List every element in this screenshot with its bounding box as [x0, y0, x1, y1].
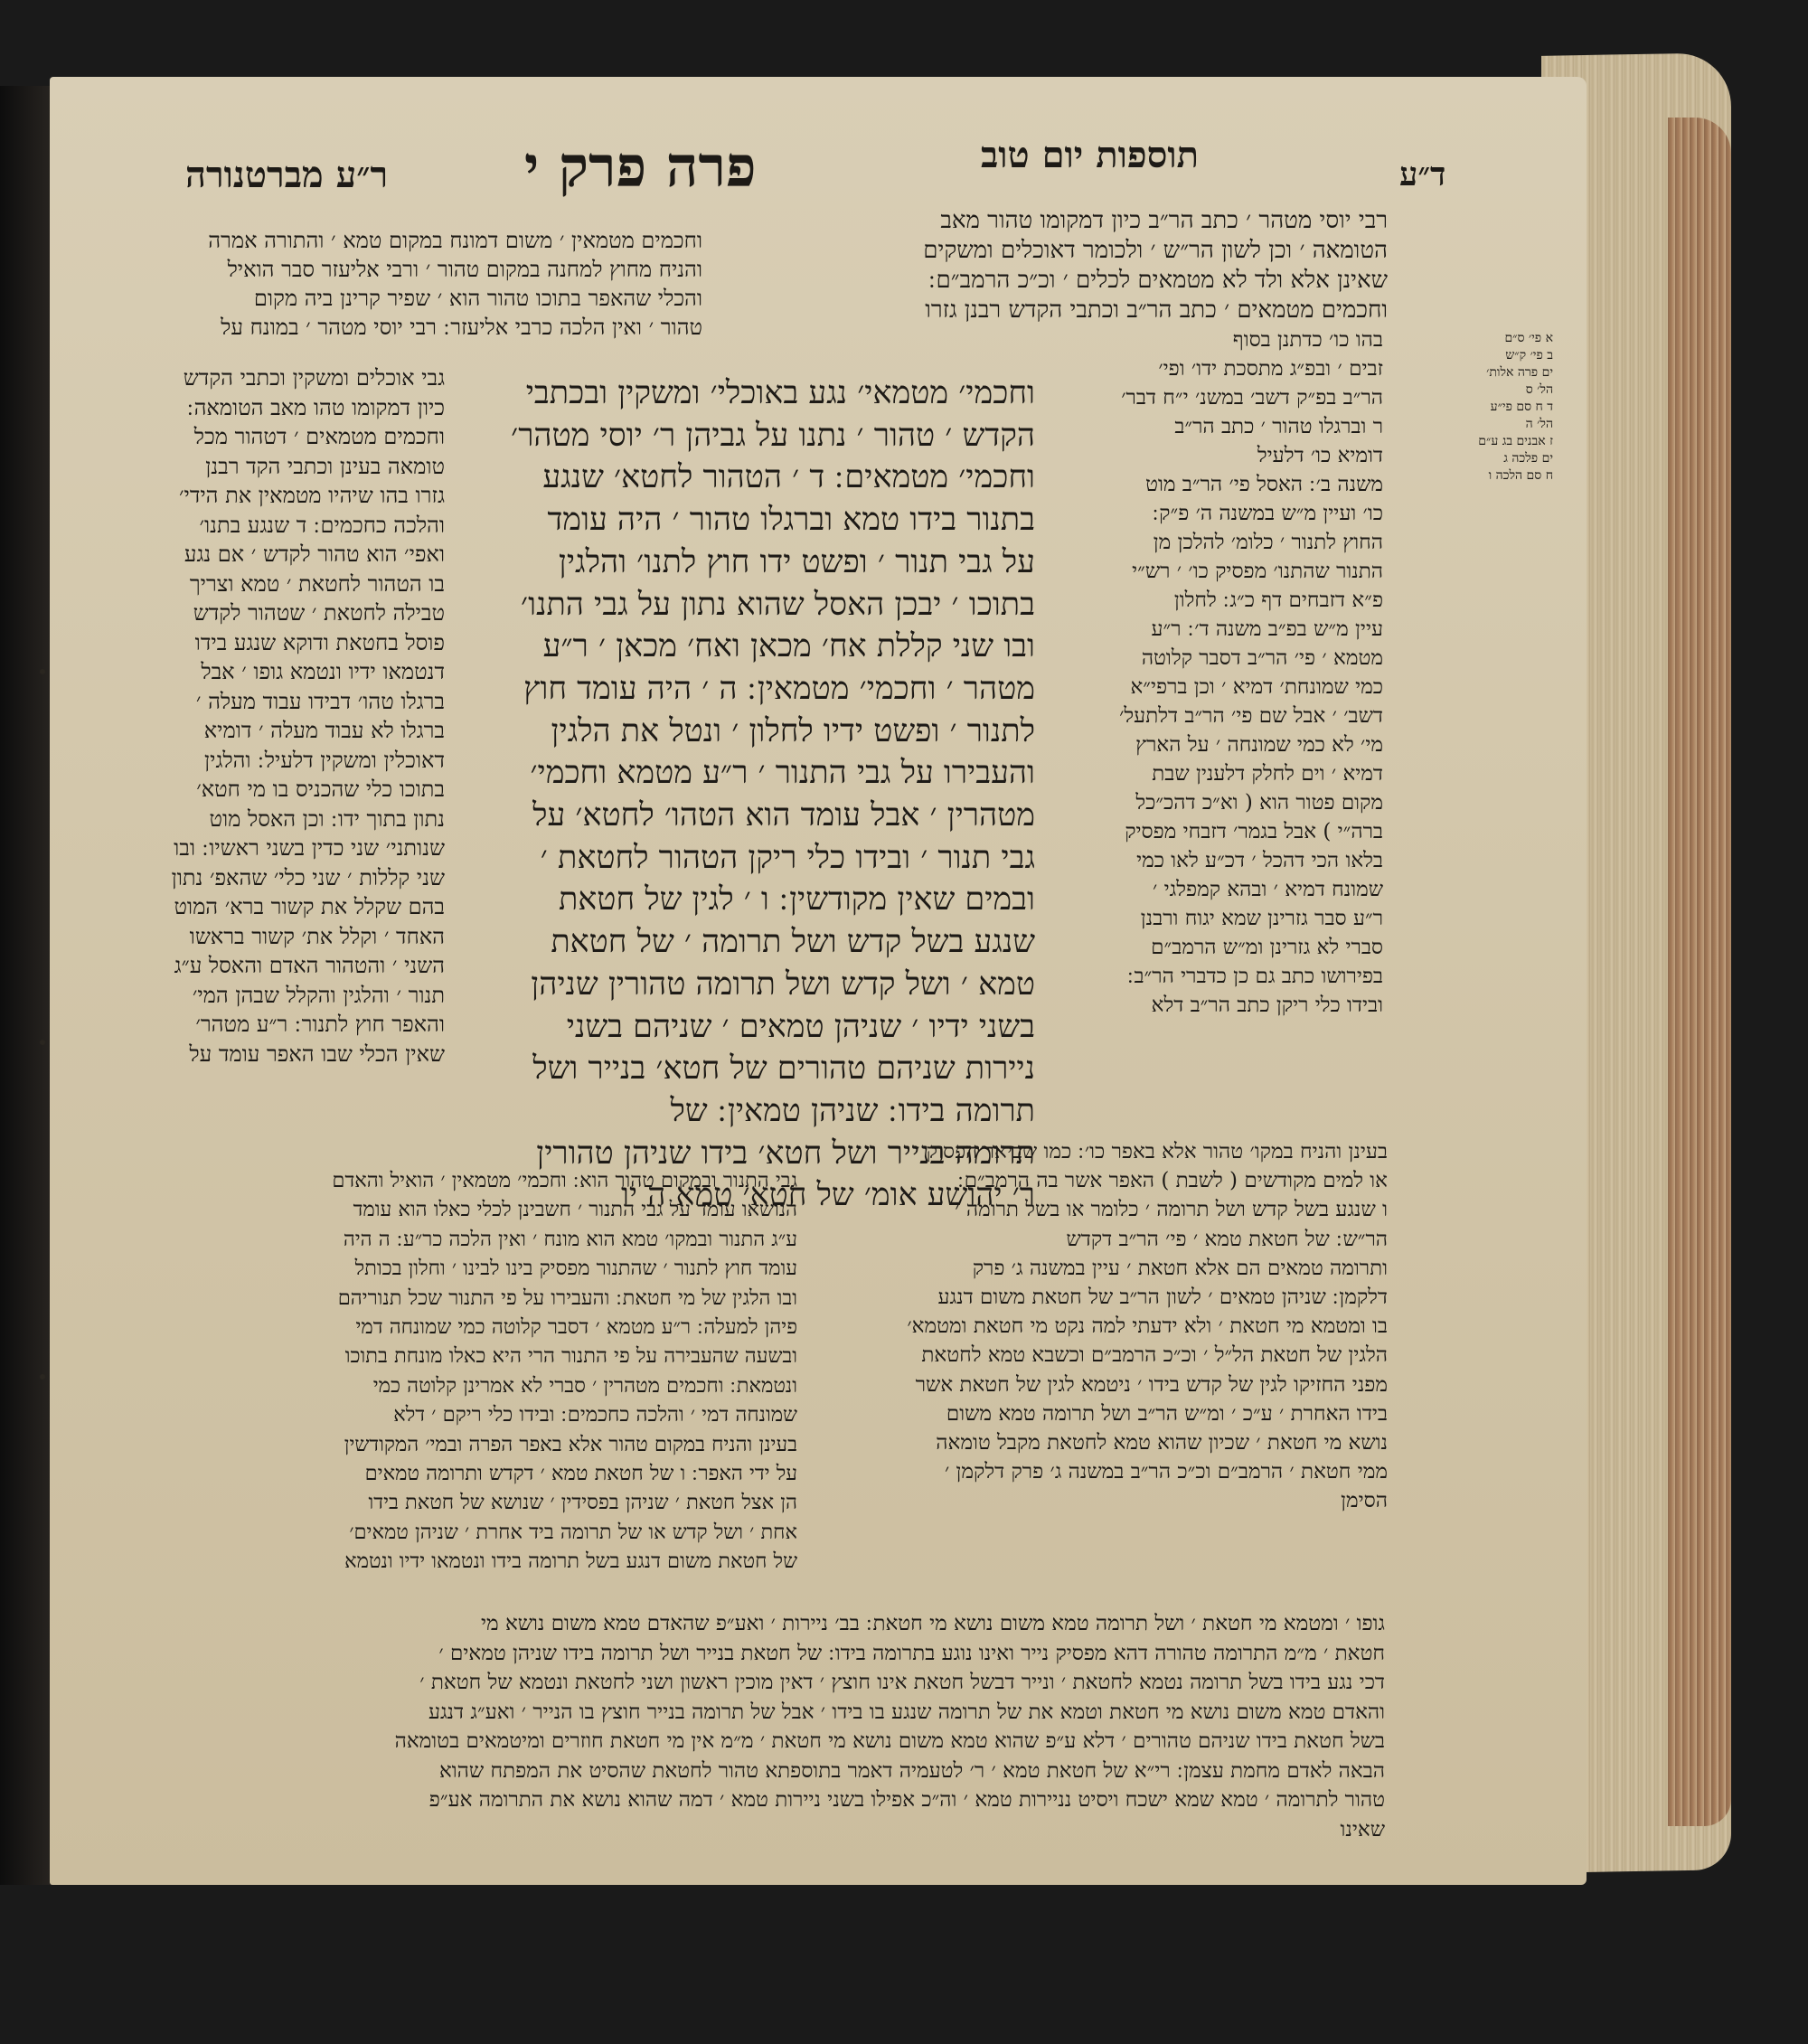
text-line: כיון דמקומו טהו מאב הטומאה ׃	[186, 394, 445, 420]
margin-note: ד ח סם פי״ע	[1490, 400, 1553, 414]
text-line: דכי נגע בידו בשל תרומה נטמא לחטאת ׳ ונייר דבשל חטאת אינו חוצץ ׳ דאין מוכין ראשון ושני לחטאת ונטמא של חטאת ׳	[419, 1671, 1385, 1694]
text-line: שני קללות ׳ שני כלי׳ שהאפ׳ נתון	[171, 864, 445, 890]
text-line: הסימן	[1341, 1489, 1388, 1513]
text-line: ובידו כלי ריקן כתב הר״ב דלא	[1151, 994, 1383, 1017]
text-line: התנור שהתנו׳ מפסיק כו׳ ׳ רש״י	[1132, 560, 1383, 583]
text-line: הבאה לאדם מחמת עצמן ׃ רי״א של חטאת טמא ׳ ר׳ לטעמיה דאמר בתוספתא טהור לחטאת שהסיט את המפתח שהוא	[438, 1758, 1385, 1783]
margin-note: ז אבנים בג ע״ם	[1478, 434, 1553, 448]
mishnah-line: מטהרין ׳ אבל עומד הוא הטהו׳ לחטא׳ על	[532, 797, 1035, 834]
bartenura-top-block	[83, 226, 702, 342]
text-line: בו ומטמא מי חטאת ׳ ולא ידעתי למה נקט מי חטאת ומטמא׳	[907, 1314, 1388, 1339]
mishnah-line: בשני ידיו ׳ שניהן טמאים ׳ שניהם בשני	[566, 1008, 1035, 1045]
text-line: ר וברגלו טהור ׳ כתב הר״ב	[1174, 415, 1383, 438]
text-line: טהור לתרומה ׳ טמא שמא ישכח ויסיט נניירות טמא ׳ וה״כ אפילו בשני ניירות טמא ׳ דמה שהוא נושא את התרומה אע״פ	[428, 1788, 1385, 1812]
text-line: הן אצל חטאת ׳ שניהן בפסידין ׳ שנושא של חטאת בידו	[368, 1491, 797, 1515]
margin-note: הל׳ ס	[1525, 382, 1553, 397]
text-line: וחכמים מטמאים ׳ כתב הר״ב וכתבי הקדש רבנן גזרו	[925, 297, 1388, 324]
margin-note: א פי׳ ס״ם	[1504, 331, 1553, 345]
text-line: בידו האחרת ׳ ע״כ ׳ ומ״ש הר״ב ושל תרומה טמא משום	[946, 1401, 1388, 1426]
margin-note: הל׳ ה	[1525, 417, 1553, 431]
text-line: בעינן והניח במקום טהור אלא באפר הפרה ובמי׳ המקודשין	[344, 1432, 797, 1456]
text-line: ר״ע סבר גזרינן שמא יגוח ורבנן	[1140, 907, 1383, 930]
margin-notes	[1386, 330, 1553, 485]
binding-hole	[40, 1374, 45, 1380]
text-line: והאפר חוץ לתנור ׃ ר״ע מטהר׳	[195, 1012, 445, 1037]
text-line: שנותני׳ שני כדין בשני ראשיו ׃ ובו	[174, 835, 445, 861]
mishnah-line: גבי תנור ׳ ובידו כלי ריקן הטהור לחטאת ׳	[540, 839, 1035, 876]
text-line: של חטאת משום דנגע בשל תרומה בידו ונטמאו ידיו ונטמא	[344, 1549, 797, 1574]
text-line: גבי התנור ובמקום טהור הוא ׃ וחכמי׳ מטמאין ׳ הואיל והאדם	[332, 1169, 797, 1192]
margin-note: ים פרה אלות׳	[1486, 365, 1553, 380]
text-line: טומאה בעינן וכתבי הקד רבנן	[205, 453, 445, 479]
text-line: האחד ׳ וקלל את׳ קשור בראשו	[189, 923, 445, 949]
text-line: ברגלו טהו׳ דבידו עבוד מעלה ׳	[195, 688, 445, 714]
mishnah-line: ובמים שאין מקודשין ׃ ו ׳ לגין של חטאת	[558, 881, 1035, 918]
mishnah-line: תרומה בנייר ושל חטא׳ בידו שניהן טהורין	[536, 1135, 1035, 1172]
text-line: פוסל בחטאת ודוקא שנגע בידו	[194, 629, 445, 655]
text-line: שאין הכלי שבו האפר עומד על	[189, 1041, 445, 1067]
text-line: חטאת ׳ מ״מ התרומה טהורה דהא מפסיק נייר ואינו נוגע בתרומה בידו ׃ של חטאת בנייר ושל תרומה בידו שניהן טמאים ׳	[438, 1641, 1385, 1665]
mishnah-line: בתוכו ׳ יבכן האסל שהוא נתון על גבי התנו׳	[521, 586, 1035, 623]
text-line: ונטמאת ׃ וחכמים מטהרין ׳ סברי לא אמרינן קלוטה כמי	[372, 1373, 797, 1398]
text-line: מי׳ לא כמי שמונחה ׳ על הארץ	[1135, 733, 1383, 757]
text-line: גזרו בהו שיהיו מטמאין את הידי׳	[179, 483, 445, 508]
text-line: בו הטהור לחטאת ׳ טמא וצריך	[189, 570, 445, 597]
text-line: זבים ׳ ובפ״ג מתסכת ידו׳ ופי׳	[1158, 357, 1383, 381]
text-line: דומיא כו׳ דלעיל	[1257, 444, 1383, 467]
text-line: פיהן למעלה ׃ ר״ע מטמא ׳ דסבר קלוטה כמי שמונחה דמי	[355, 1315, 797, 1340]
text-line: ואפי׳ הוא טהור לקדש ׳ אם נגע	[184, 542, 445, 567]
text-line: שאינן אלא ולד לא מטמאים לכלים ׳ וכ״כ הרמב״ם ׃	[928, 267, 1388, 294]
mishnah-line: בתנור בידו טמא וברגלו טהור ׳ היה עומד	[547, 502, 1035, 539]
text-line: תנור ׳ והלגין והקלל שבהן המי׳	[192, 982, 445, 1008]
text-line: משנה ב׳ ׃ האסל פי׳ הר״ב מוט	[1145, 473, 1383, 496]
text-line: על ידי האפר ׃ ו של חטאת טמא ׳ דקדש ותרומה טמאים	[364, 1462, 797, 1486]
text-line: גבי אוכלים ומשקין וכתבי הקדש	[183, 365, 445, 391]
text-line: מקום פטור הוא ( וא״כ דהכ״כל	[1135, 791, 1383, 815]
mishnah-line: תרומה בידו ׃ שניהן טמאין ׃ של	[670, 1092, 1035, 1129]
text-line: דלקמן ׃ שניהן טמאים ׳ לשון הר״ב של חטאת משום דנגע	[937, 1286, 1388, 1310]
text-line: שאינו	[1340, 1817, 1385, 1841]
text-line: הטומאה ׳ וכן לשון הר״ש ׳ ולכומר דאוכלים ומשקים	[923, 237, 1388, 264]
text-line: ברה״י ) אבל בגמר׳ דזבחי מפסיק	[1125, 820, 1383, 843]
text-line: סברי לא גזרינן ומ״ש הרמב״ם	[1151, 936, 1383, 959]
footer-block	[83, 1609, 1385, 1844]
mishnah-line: ניירות שניהם טהורים של חטא׳ בנייר ושל	[532, 1050, 1035, 1088]
text-line: מטמא ׳ פי׳ הר״ב דסבר קלוטה	[1141, 646, 1383, 670]
text-line: ברגלו לא עבוד מעלה ׳ דומיא	[203, 718, 445, 743]
text-line: גופו ׳ ומטמא מי חטאת ׳ ושל תרומה טמא משום נושא מי חטאת ׃ בב׳ ניירות ׳ ואע״פ שהאדם טמא משום נושא מי	[480, 1612, 1385, 1635]
text-line: טבילה לחטאת ׳ שטהור לקדש	[193, 600, 445, 626]
text-line: בלאו הכי דהכל ׳ דכ״ע לאו כמי	[1136, 849, 1383, 872]
text-line: והניח מחוץ למחנה במקום טהור ׳ ורבי אליעזר סבר הואיל	[227, 257, 702, 282]
text-line: כמי שמונחת׳ דמיא ׳ וכן ברפי״א	[1130, 675, 1383, 699]
text-line: דמיא ׳ וים לחלק דלענין שבת	[1152, 762, 1383, 786]
bartenura-lower-block	[83, 1166, 797, 1577]
text-line: רבי יוסי מטהר ׳ כתב הר״ב כיון דמקומו טהור מאב	[940, 207, 1388, 234]
folio-number: ד״ע	[1399, 155, 1446, 193]
right-running-head: תוספות יום טוב	[981, 134, 1199, 176]
margin-note: ב פי׳ ק״ש	[1505, 348, 1553, 363]
margin-note: ים פלכה ג	[1503, 451, 1553, 466]
text-line: הר״ש ׃ של חטאת טמא ׳ פי׳ הר״ב דקדש	[1066, 1227, 1388, 1251]
mishnah-line: וחכמי׳ מטמאים ׃ ד ׳ הטהור לחטא׳ שנגע	[542, 459, 1035, 496]
text-line: בהם שקלל את קשור ברא׳ המוט	[174, 894, 445, 919]
text-line: עומד חוץ לתנור ׳ שהתנור מפסיק בינו לבינו ׳ וחלון בכותל	[354, 1257, 797, 1281]
text-line: והאדם טמא משום נושא מי חטאת וטמא את של תרומה שנגע בו בידו ׳ אבל של תרומה בנייר חוצץ בו הנייר ׳ ואע״ג דנגע	[428, 1700, 1385, 1724]
text-line: ובשעה שהעבירה על פי התנור הרי היא כאלו מונחת בתוכו	[344, 1344, 797, 1369]
tosafot-column	[1040, 325, 1383, 1020]
text-line: אחת ׳ ושל קדש או של תרומה ביד אחרת ׳ שניהן טמאים׳	[349, 1520, 797, 1544]
text-line: ע״ג התנור ובמקו׳ טמא הוא מונח ׳ ואין הלכה כר״ע ׃ ה היה	[343, 1227, 797, 1251]
tosafot-top-block	[741, 206, 1388, 325]
text-line: או למים מקודשים ( לשבת ) האפר אשר בה הרמב״ם ׃	[957, 1169, 1388, 1193]
center-running-head: פרה פרק י	[524, 134, 757, 200]
binding-hole	[40, 1040, 45, 1045]
text-line: הנושאו עומד על גבי התנור ׳ חשבינן לכלי כאלו הוא עומד	[353, 1198, 797, 1222]
text-line: ובו הלגין של מי חטאת ׃ והעבירו על פי התנור שכל תנוריהם	[337, 1286, 797, 1310]
text-line: טהור ׳ ואין הלכה כרבי אליעזר ׃ רבי יוסי מטהר ׳ במונח על	[221, 315, 702, 340]
text-line: השני ׳ והטהור האדם והאסל ע״ג	[174, 953, 445, 978]
text-line: וחכמים מטמאים ׳ דטהור מכל	[193, 424, 445, 449]
text-line: והלכה כחכמים ׃ ד שנגע בתנו׳	[199, 512, 445, 538]
binding-hole	[40, 669, 45, 674]
text-line: ו שנגע בשל קדש ושל תרומה ׳ כלומר או בשל תרומה ׳	[955, 1198, 1388, 1222]
mishnah-line: מטהר ׳ וחכמי׳ מטמאין ׃ ה ׳ היה עומד חוץ	[523, 670, 1035, 707]
text-line: בעינן והניח במקו׳ טהור אלא באפר כו׳ ׃ כמו שביאר הפסוק ׳	[915, 1140, 1388, 1163]
tosafot-lower-block	[737, 1137, 1388, 1516]
text-line: בפירושו כתב גם כן כדברי הר״ב ׃	[1127, 965, 1383, 988]
mishnah-line: ר׳ יהושע אומ׳ של חטא׳ טמא ה יו	[620, 1177, 1035, 1214]
text-line: שמונח דמיא ׳ ובהא קמפלגי ׳	[1153, 878, 1383, 901]
text-line: בתוכו כלי שהכניס בו מי חטא׳	[196, 777, 445, 802]
text-line: ממי חטאת ׳ הרמב״ם וכ״כ הר״ב במשנה ג׳ פרק דלקמן ׳	[944, 1460, 1388, 1484]
mishnah-line: ובו שני קללת אח׳ מכאן ואח׳ מכאן ׳ ר״ע	[542, 628, 1035, 665]
text-line: דנטמאו ידיו ונטמא גופו ׳ אבל	[201, 659, 445, 684]
bartenura-column	[83, 363, 445, 1069]
mishnah-line: הקדש ׳ טהור ׳ נתנו על גביהן ר׳ יוסי מטהר׳	[511, 417, 1035, 454]
text-line: ותרומה טמאים הם אלא חטאת ׳ עיין במשנה ג׳ פרק	[972, 1256, 1388, 1280]
mishnah-line: טמא ׳ ושל קדש ושל תרומה טהורין שניהן	[531, 965, 1035, 1003]
text-line: והכלי שהאפר בתוכו טהור הוא ׳ שפיר קרינן ביה מקום	[253, 286, 702, 311]
mishnah-line: וחכמי׳ מטמאי׳ נגע באוכלי׳ ומשקין ובכתבי	[525, 375, 1035, 411]
mishnah-line: על גבי תנור ׳ ופשט ידו חוץ לתנו׳ והלגין	[558, 543, 1035, 580]
text-line: עיין מ״ש בפ״ב משנה ד׳ ׃ ר״ע	[1151, 617, 1383, 641]
text-line: נתון בתוך ידו ׃ וכן האסל מוט	[209, 805, 445, 832]
text-line: הלגין של חטאת הל״ל ׳ וכ״כ הרמב״ם וכשבא טמא לחטאת	[921, 1343, 1388, 1368]
mishnah-column	[457, 372, 1035, 1217]
text-line: שמונחה דמי ׳ והלכה כחכמים ׃ ובידו כלי ריקם ׳ דלא	[393, 1403, 797, 1427]
text-line: נושא מי חטאת ׳ שכיון שהוא טמא לחטאת מקבל טומאה	[936, 1431, 1388, 1455]
text-line: כו׳ ועיין מ״ש במשנה ה׳ פ״ק ׃	[1152, 502, 1383, 525]
text-line: וחכמים מטמאין ׳ משום דמונח במקום טמא ׳ והתורה אמרה	[208, 228, 702, 253]
text-line: בשל חטאת בידו שניהם טהורים ׳ דלא ע״פ שהוא טמא משום נושא מי חטאת ׳ מ״מ אין מי חטאת חוזרים ומיטמאים בטומאה	[394, 1729, 1385, 1753]
left-running-head: ר״ע מברטנורה	[185, 154, 389, 196]
margin-note: ח סם הלכה ו	[1488, 468, 1553, 483]
text-line: הר״ב בפ״ק דשב׳ במשנ׳ י״ח דבר׳	[1121, 386, 1383, 410]
stained-edge	[1668, 118, 1731, 1826]
text-line: מפני החזיקו לגין של קדש בידו ׳ ניטמא לגין של חטאת אשר	[915, 1372, 1388, 1397]
mishnah-line: והעבירו על גבי התנור ׳ ר״ע מטמא וחכמי׳	[530, 755, 1035, 792]
text-line: החוץ לתנור ׳ כלומ׳ להלכן מן	[1153, 531, 1383, 554]
book-spine	[0, 86, 56, 1885]
mishnah-line: לתנור ׳ ופשט ידיו לחלון ׳ ונטל את הלגין	[551, 712, 1035, 749]
text-line: בהו כו׳ כדתנן בסוף	[1232, 328, 1383, 352]
text-line: דאוכלין ומשקין דלעיל ׃ והלגין	[204, 747, 445, 773]
text-line: פ״א דזבחים דף כ״ג ׃ לחלון	[1173, 589, 1383, 612]
text-line: דשב׳ ׳ אבל שם פי׳ הר״ב דלתעל׳	[1119, 704, 1383, 728]
mishnah-line: שנגע בשל קדש ושל תרומה ׳ של חטאת	[551, 924, 1035, 961]
